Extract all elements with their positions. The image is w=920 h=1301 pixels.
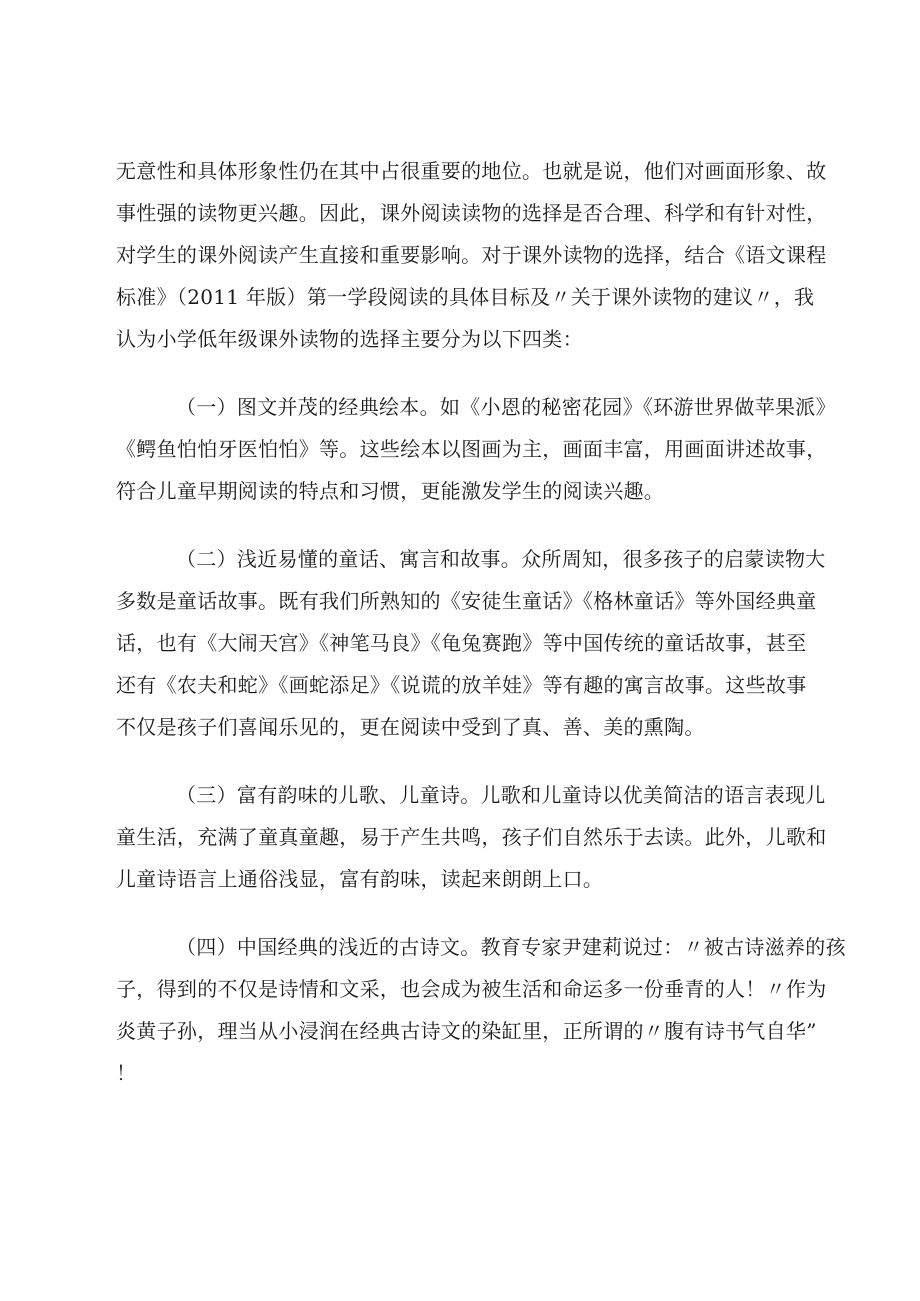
text-line: 还有《农夫和蛇》《画蛇添足》《说谎的放羊娃》等有趣的寓言故事。这些故事 [116, 673, 807, 697]
text-line: ！ [116, 1061, 137, 1085]
text-line: （四）中国经典的浅近的古诗文。教育专家尹建莉说过：〃被古诗滋养的孩 [176, 935, 846, 959]
text-line: （二）浅近易懂的童话、寓言和故事。众所周知，很多孩子的启蒙读物大 [176, 547, 826, 571]
text-line: （三）富有韵味的儿歌、儿童诗。儿歌和儿童诗以优美简洁的语言表现儿 [176, 783, 826, 807]
text-line: （一）图文并茂的经典绘本。如《小恩的秘密花园》《环游世界做苹果派》 [176, 395, 836, 419]
text-line: 事性强的读物更兴趣。因此，课外阅读读物的选择是否合理、科学和有针对性， [116, 201, 827, 225]
text-line: 不仅是孩子们喜闻乐见的，更在阅读中受到了真、善、美的熏陶。 [116, 715, 705, 739]
text-line: 多数是童话故事。既有我们所熟知的《安徒生童话》《格林童话》等外国经典童 [116, 589, 817, 613]
text-line: 儿童诗语言上通俗浅显，富有韵味，读起来朗朗上口。 [116, 867, 604, 891]
text-line: 无意性和具体形象性仍在其中占很重要的地位。也就是说，他们对画面形象、故 [116, 159, 827, 183]
text-line: 《鳄鱼怕怕牙医怕怕》等。这些绘本以图画为主，画面丰富，用画面讲述故事， [116, 437, 827, 461]
text-line: 子，得到的不仅是诗情和文采，也会成为被生活和命运多一份垂青的人！〃作为 [116, 977, 827, 1001]
text-line: 符合儿童早期阅读的特点和习惯，更能激发学生的阅读兴趣。 [116, 479, 665, 503]
text-line: 标准》（2011 年版）第一学段阅读的具体目标及〃关于课外读物的建议〃，我 [116, 285, 815, 309]
text-line: 对学生的课外阅读产生直接和重要影响。对于课外读物的选择，结合《语文课程 [116, 243, 827, 267]
text-line: 炎黄子孙，理当从小浸润在经典古诗文的染缸里，正所谓的〃腹有诗书气自华” [116, 1019, 817, 1043]
text-line: 童生活，充满了童真童趣，易于产生共鸣，孩子们自然乐于去读。此外，儿歌和 [116, 825, 827, 849]
text-line: 话，也有《大闹天宫》《神笔马良》《龟兔赛跑》等中国传统的童话故事，甚至 [116, 631, 807, 655]
text-line: 认为小学低年级课外读物的选择主要分为以下四类： [116, 327, 583, 351]
